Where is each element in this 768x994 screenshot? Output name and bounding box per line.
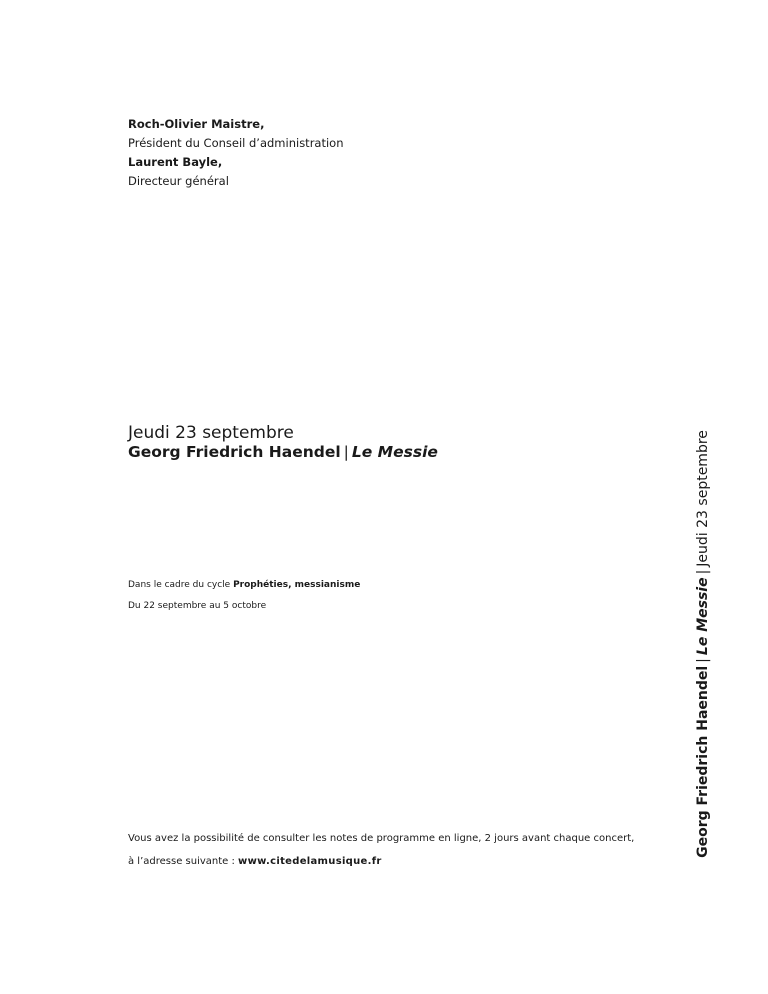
- spine-composer: Georg Friedrich Haendel: [695, 665, 711, 858]
- signatories-block: [128, 115, 344, 191]
- spine-separator-2: |: [695, 569, 711, 575]
- cycle-line: [128, 575, 360, 596]
- signatory-role-2: Directeur général: [128, 174, 229, 188]
- concert-heading: [128, 424, 438, 462]
- notes-line-2-prefix: à l’adresse suivante :: [128, 856, 239, 867]
- cycle-name: Prophéties, messianisme: [233, 580, 361, 590]
- notes-line-1: Vous avez la possibilité de consulter les notes de programme en ligne, 2 jours avant chaque concert,: [128, 833, 635, 844]
- concert-date: Jeudi 23 septembre: [128, 423, 294, 443]
- spine-title: [694, 430, 712, 858]
- signatory-name-2: Laurent Bayle,: [128, 155, 223, 169]
- spine-work: Le Messie: [695, 577, 711, 656]
- concert-composer: Georg Friedrich Haendel: [128, 443, 341, 461]
- spine-date: Jeudi 23 septembre: [695, 430, 711, 567]
- signatory-name-1: Roch-Olivier Maistre,: [128, 117, 265, 131]
- concert-title: [128, 443, 438, 462]
- signatory-role-1: Président du Conseil d’administration: [128, 136, 344, 150]
- concert-work: Le Messie: [351, 443, 438, 461]
- website-link[interactable]: www.citedelamusique.fr: [238, 856, 382, 867]
- notes-line-2: [128, 850, 634, 873]
- cycle-info: [128, 575, 360, 617]
- cycle-dates: Du 22 septembre au 5 octobre: [128, 601, 267, 611]
- concert-separator: |: [343, 443, 349, 461]
- program-notes-info: [128, 827, 634, 873]
- spine-separator-1: |: [695, 658, 711, 663]
- cycle-prefix: Dans le cadre du cycle: [128, 580, 234, 590]
